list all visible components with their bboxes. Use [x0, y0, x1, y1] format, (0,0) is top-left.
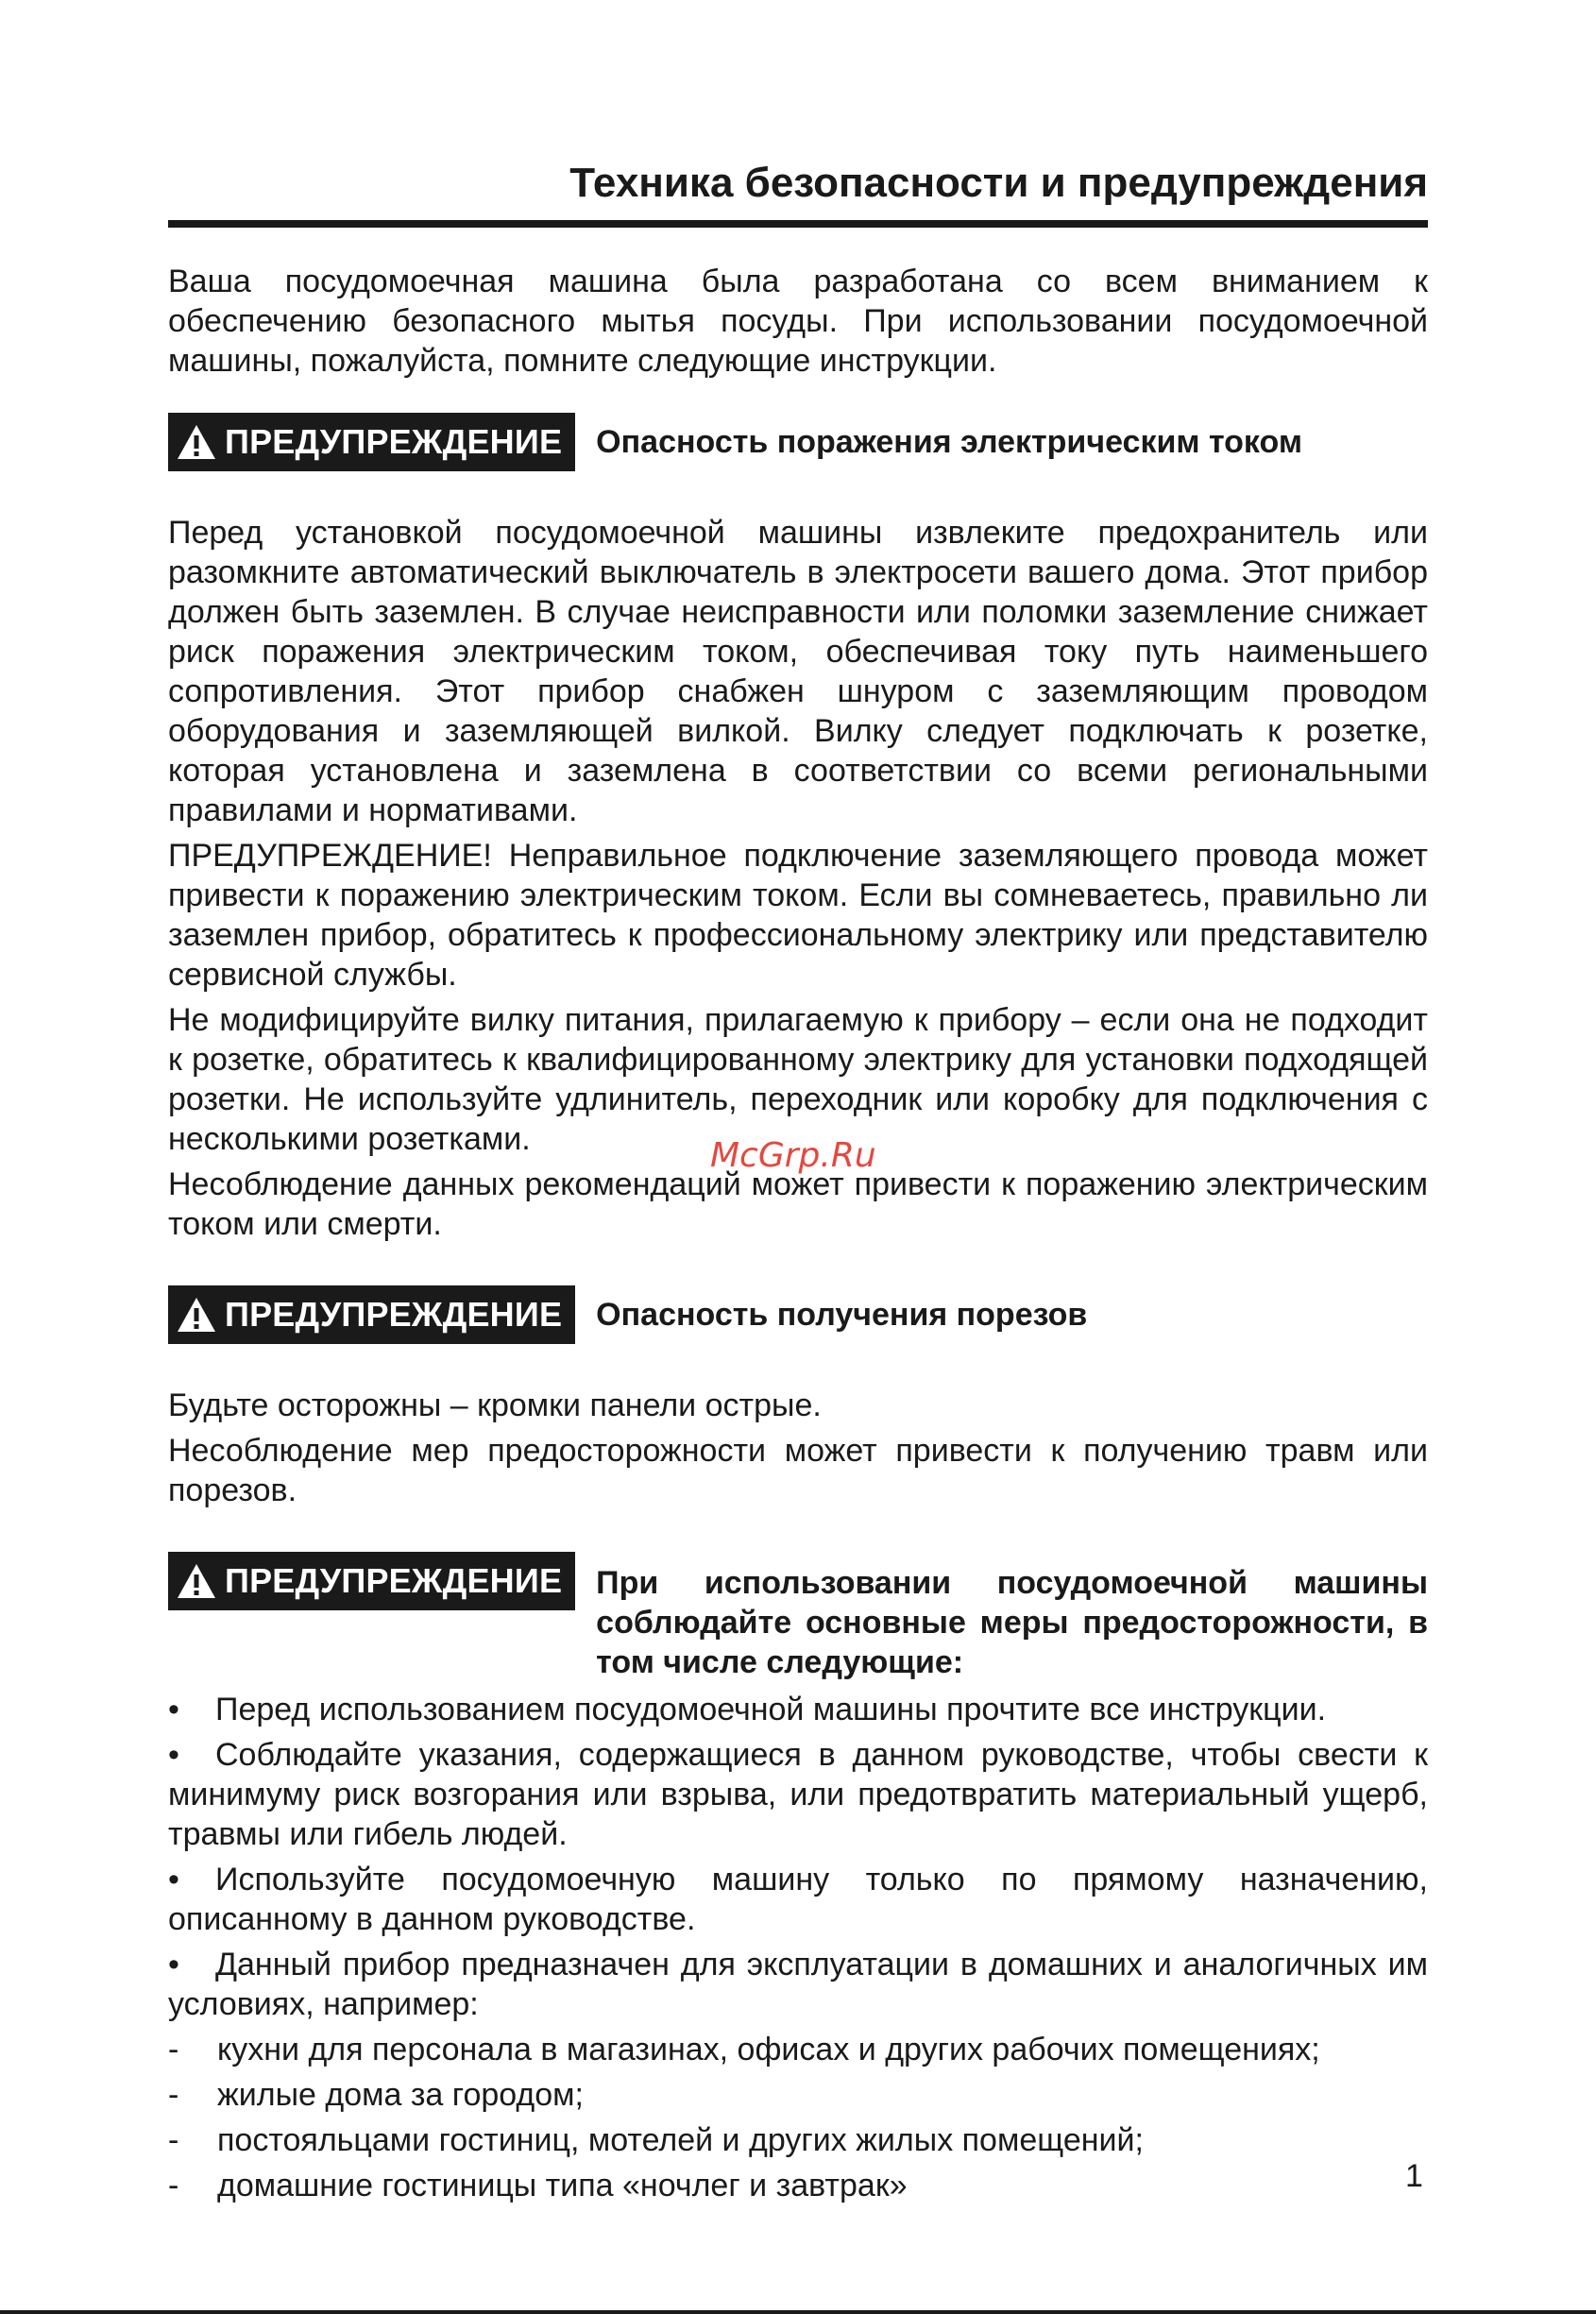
paragraph: Несоблюдение данных рекомендаций может привести к поражению электрическим током или смерти. — [168, 1166, 1428, 1242]
dash-marker: - — [168, 2121, 179, 2158]
warning-badge — [168, 413, 575, 471]
warning-precautions-header — [168, 1552, 1428, 1682]
warning-cuts-body — [168, 1386, 1428, 1510]
warning-triangle-icon — [176, 1562, 217, 1600]
list-item — [168, 1860, 1428, 1939]
list-item-text: Перед использованием посудомоечной машины прочтите все инструкции. — [215, 1691, 1327, 1727]
list-item — [168, 1735, 1428, 1854]
list-item-text: домашние гостиницы типа «ночлег и завтрак» — [217, 2167, 908, 2203]
warning-badge-label: ПРЕДУПРЕЖДЕНИЕ — [225, 1294, 563, 1334]
watermark: McGrp.Ru — [710, 1136, 876, 1175]
warning-triangle-icon — [176, 423, 217, 461]
bullet-marker: • — [168, 1946, 179, 1982]
bullet-marker: • — [168, 1736, 179, 1773]
warning-badge — [168, 1285, 575, 1344]
dash-marker: - — [168, 2076, 179, 2113]
list-item — [168, 2030, 1428, 2069]
list-item — [168, 2166, 1428, 2205]
list-item-text: кухни для персонала в магазинах, офисах и других рабочих помещениях; — [217, 2031, 1320, 2067]
bullet-marker: • — [168, 1861, 179, 1897]
list-item-text: Соблюдайте указания, содержащиеся в данном руководстве, чтобы свести к минимуму риск возгорания или взрыва, или предотвратить материальный ущерб, травмы или гибель людей. — [168, 1736, 1428, 1852]
dash-marker: - — [168, 2167, 179, 2203]
warning-triangle-icon — [176, 1296, 217, 1334]
warning-badge-label: ПРЕДУПРЕЖДЕНИЕ — [225, 1560, 563, 1600]
paragraph: Будьте осторожны – кромки панели острые. — [168, 1387, 822, 1423]
dash-marker: - — [168, 2031, 179, 2067]
paragraph: Перед установкой посудомоечной машины извлеките предохранитель или разомкните автоматический выключатель в электросети вашего дома. Этот прибор должен быть заземлен. В случае неисправности или поломки заземление снижает риск поражения электрическим током, обеспечивая току путь наименьшего сопротивления. Этот прибор снабжен шнуром с заземляющим проводом оборудования и заземляющей вилкой. Вилку следует подключать к розетке, которая установлена и заземлена в соответствии со всеми региональными правилами и нормативами. — [168, 514, 1428, 828]
list-item-text: постояльцами гостиниц, мотелей и других жилых помещений; — [217, 2121, 1144, 2158]
list-item — [168, 1690, 1428, 1729]
bullet-marker: • — [168, 1691, 179, 1727]
list-item — [168, 1945, 1428, 2024]
paragraph: Не модифицируйте вилку питания, прилагаемую к прибору – если она не подходит к розетке, обратитесь к квалифицированному электрику для установки подходящей розетки. Не используйте удлинитель, переходник или коробку для подключения с несколькими розетками. — [168, 1001, 1428, 1157]
warning-badge — [168, 1552, 575, 1610]
list-item — [168, 2075, 1428, 2115]
intro-paragraph: Ваша посудомоечная машина была разработана со всем вниманием к обеспечению безопасного мытья посуды. При использовании посудомоечной машины, пожалуйста, помните следующие инструкции. — [168, 263, 1428, 379]
warning-electric-shock-header — [168, 413, 1428, 471]
list-item-text: жилые дома за городом; — [217, 2076, 584, 2113]
page-title: Техника безопасности и предупреждения — [168, 159, 1428, 228]
warning-cuts-header — [168, 1285, 1428, 1344]
paragraph: Несоблюдение мер предосторожности может привести к получению травм или порезов. — [168, 1432, 1428, 1508]
warning-electric-shock-body — [168, 513, 1428, 1244]
warning-title: Опасность поражения электрическим током — [596, 423, 1302, 460]
warning-title: Опасность получения порезов — [596, 1296, 1088, 1333]
precautions-list — [168, 1690, 1428, 2205]
warning-title: При использовании посудомоечной машины соблюдайте основные меры предосторожности, в том числе следующие: — [596, 1564, 1428, 1680]
paragraph: ПРЕДУПРЕЖДЕНИЕ! Неправильное подключение заземляющего провода может привести к поражению электрическим током. Если вы сомневаетесь, правильно ли заземлен прибор, обратитесь к профессиональному электрику или представителю сервисной службы. — [168, 837, 1428, 993]
list-item — [168, 2120, 1428, 2160]
list-item-text: Данный прибор предназначен для эксплуатации в домашних и аналогичных им условиях, например: — [168, 1946, 1428, 2022]
warning-badge-label: ПРЕДУПРЕЖДЕНИЕ — [225, 421, 563, 461]
page-number: 1 — [1405, 2158, 1423, 2194]
bottom-divider — [0, 2310, 1596, 2314]
list-item-text: Используйте посудомоечную машину только по прямому назначению, описанному в данном руководстве. — [168, 1861, 1428, 1937]
